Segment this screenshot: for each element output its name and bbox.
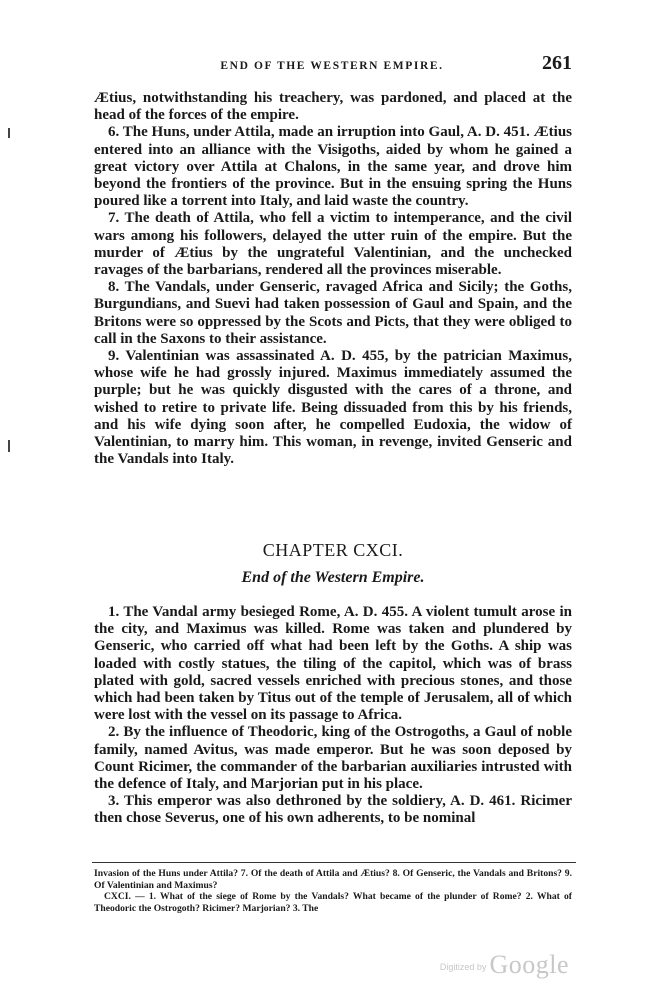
paragraph: 6. The Huns, under Attila, made an irruption into Gaul, A. D. 451. Ætius entered into an alliance with the Visigoths, aided by whom he gained a great victory over Attila at Chalons, in the same year, and drove him beyond the frontiers of the province. But in the ensuing spring the Huns poured like a torrent into Italy, and laid waste the country. (94, 124, 572, 210)
margin-mark (8, 440, 10, 452)
footnote-line: CXCI. — 1. What of the siege of Rome by the Vandals? What became of the plunder of Rome? 2. What of Theodoric the Ostrogoth? Ricimer? Marjorian? 3. The (94, 891, 572, 914)
footnote-line: Invasion of the Huns under Attila? 7. Of the death of Attila and Ætius? 8. Of Genseric, the Vandals and Britons? 9. Of Valentinian and Maximus? (94, 868, 572, 891)
paragraph: 1. The Vandal army besieged Rome, A. D. 455. A violent tumult arose in the city, and Maximus was killed. Rome was taken and plundered by Genseric, who carried off what had been left by the Goths. A ship was loaded with costly statues, the tiling of the capitol, which was of brass plated with gold, sacred vessels enriched with precious stones, and those which had been taken by Titus out of the temple of Jerusalem, all of which were lost with the vessel on its passage to Africa. (94, 604, 572, 724)
watermark-caption: Digitized by (439, 962, 487, 972)
text-block-chapter (94, 604, 572, 828)
chapter-title: CHAPTER CXCI. (262, 540, 404, 560)
text-block-previous-chapter (94, 90, 572, 468)
page-header (92, 52, 572, 76)
paragraph: Ætius, notwithstanding his treachery, was pardoned, and placed at the head of the forces of the empire. (94, 90, 572, 124)
paragraph: 2. By the influence of Theodoric, king of the Ostrogoths, a Gaul of noble family, named Avitus, was made emperor. But he was soon deposed by Count Ricimer, the commander of the barbarian auxiliaries intrusted with the defence of Italy, and Marjorian put in his place. (94, 724, 572, 793)
paragraph: 9. Valentinian was assassinated A. D. 455, by the patrician Maximus, whose wife he had grossly injured. Maximus immediately assumed the purple; but he was quickly disgusted with the cares of a throne, and wished to retire to private life. Being dissuaded from this by his friends, and his wife dying soon after, he compelled Eudoxia, the widow of Valentinian, to marry him. This woman, in revenge, invited Genseric and the Vandals into Italy. (94, 348, 572, 468)
digitized-by-google-watermark (440, 950, 569, 980)
footnotes (94, 868, 572, 914)
paragraph: 8. The Vandals, under Genseric, ravaged Africa and Sicily; the Goths, Burgundians, and Suevi had taken possession of Gaul and Spain, and the Britons were so oppressed by the Scots and Picts, that they were obliged to call in the Saxons to their assistance. (94, 279, 572, 347)
running-head: END OF THE WESTERN EMPIRE. (220, 60, 444, 72)
paragraph: 3. This emperor was also dethroned by the soldiery, A. D. 461. Ricimer then chose Severus, one of his own adherents, to be nominal (94, 793, 572, 827)
footnote-divider (92, 862, 576, 863)
google-logo: Google (489, 950, 569, 979)
chapter-subtitle: End of the Western Empire. (241, 569, 425, 586)
margin-mark (8, 128, 10, 138)
page-number: 261 (542, 52, 572, 74)
paragraph: 7. The death of Attila, who fell a victim to intemperance, and the civil wars among his followers, delayed the utter ruin of the empire. But the murder of Ætius by the ungrateful Valentinian, and the unchecked ravages of the barbarians, rendered all the provinces miserable. (94, 210, 572, 279)
